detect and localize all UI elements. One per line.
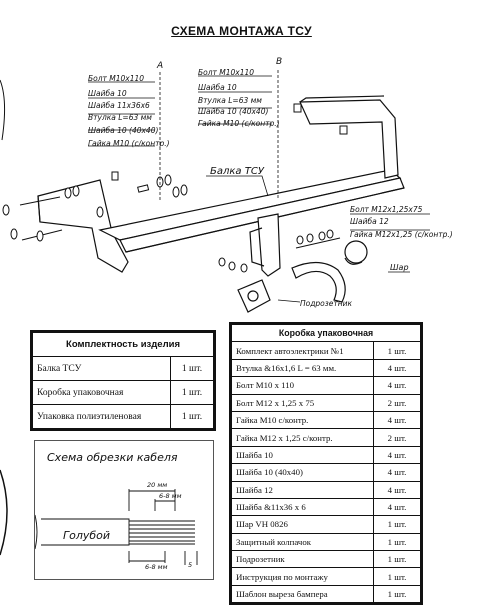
wire-label: Голубой <box>63 529 111 542</box>
table-row <box>232 585 421 602</box>
item-name: Коробка упаковочная <box>33 381 171 405</box>
item-name: Болт М12 х 1,25 х 75 <box>232 394 374 411</box>
table-row <box>232 551 421 568</box>
item-qty: 2 шт. <box>374 394 421 411</box>
callout-a-3: Втулка L=63 мм <box>88 113 152 122</box>
callout-b-3: Шайба 10 (40х40) <box>198 107 269 116</box>
table-row <box>232 359 421 376</box>
callout-a-4: Шайба 10 (40х40) <box>88 126 159 135</box>
item-qty: 1 шт. <box>171 405 214 429</box>
beam-label: Балка ТСУ <box>210 166 264 177</box>
ball-label: Шар <box>390 263 409 272</box>
table-row <box>33 405 214 429</box>
item-qty: 1 шт. <box>374 516 421 533</box>
callout-b-0: Болт М10х110 <box>198 68 255 77</box>
item-qty: 4 шт. <box>374 481 421 498</box>
item-qty: 1 шт. <box>171 381 214 405</box>
callout-a-2: Шайба 11х36х6 <box>88 101 150 110</box>
item-name: Подрозетник <box>232 551 374 568</box>
item-name: Втулка &16х1,6 L = 63 мм. <box>232 359 374 376</box>
callout-a-0: Болт М10х110 <box>88 74 145 83</box>
dim-68-bottom: 6-8 мм <box>145 563 168 571</box>
table-row <box>232 464 421 481</box>
dim-20: 20 мм <box>147 481 168 489</box>
callout-c-0: Болт М12х1,25х75 <box>350 205 423 214</box>
item-qty: 4 шт. <box>374 359 421 376</box>
table-row <box>33 357 214 381</box>
item-name: Болт М10 х 110 <box>232 377 374 394</box>
callout-a-5: Гайка М10 (с/контр.) <box>88 139 170 148</box>
item-name: Шаблон выреза бампера <box>232 585 374 602</box>
item-qty: 2 шт. <box>374 429 421 446</box>
item-qty: 4 шт. <box>374 411 421 428</box>
item-qty: 1 шт. <box>374 551 421 568</box>
table-row <box>232 533 421 550</box>
table-row <box>232 429 421 446</box>
table-row <box>232 411 421 428</box>
completeness-header: Комплектность изделия <box>33 333 214 357</box>
item-qty: 4 шт. <box>374 377 421 394</box>
table-row <box>232 446 421 463</box>
item-name: Защитный колпачок <box>232 533 374 550</box>
item-name: Гайка М12 х 1,25 с/контр. <box>232 429 374 446</box>
item-qty: 4 шт. <box>374 446 421 463</box>
point-a-label: А <box>157 61 164 71</box>
item-name: Шайба 10 <box>232 446 374 463</box>
mounting-diagram <box>0 40 483 325</box>
item-name: Инструкция по монтажу <box>232 568 374 585</box>
item-qty: 1 шт. <box>171 357 214 381</box>
item-qty: 1 шт. <box>374 585 421 602</box>
page-title: СХЕМА МОНТАЖА ТСУ <box>171 24 312 38</box>
item-name: Шайба &11х36 х 6 <box>232 498 374 515</box>
item-name: Шайба 10 (40х40) <box>232 464 374 481</box>
item-name: Балка ТСУ <box>33 357 171 381</box>
callout-c-1: Шайба 12 <box>350 217 389 226</box>
cable-title: Схема обрезки кабеля <box>47 451 178 464</box>
callout-b-2: Втулка L=63 мм <box>198 96 262 105</box>
item-name: Шар VH 0826 <box>232 516 374 533</box>
dim-5: 5 <box>188 561 193 569</box>
callout-c-2: Гайка М12х1,25 (с/контр.) <box>350 230 453 239</box>
callout-b-4: Гайка М10 (с/контр.) <box>198 119 280 128</box>
table-row <box>232 394 421 411</box>
item-name: Шайба 12 <box>232 481 374 498</box>
box-header: Коробка упаковочная <box>232 325 421 342</box>
item-qty: 1 шт. <box>374 342 421 359</box>
item-name: Упаковка полиэтиленовая <box>33 405 171 429</box>
item-name: Комплект автоэлектрики №1 <box>232 342 374 359</box>
cable-cut-scheme <box>34 440 214 580</box>
item-qty: 1 шт. <box>374 533 421 550</box>
box-contents-table <box>229 322 423 605</box>
table-row <box>232 516 421 533</box>
table-row <box>232 377 421 394</box>
item-qty: 1 шт. <box>374 568 421 585</box>
dim-68-top: 6-8 мм <box>159 492 182 500</box>
table-row <box>232 568 421 585</box>
item-qty: 4 шт. <box>374 498 421 515</box>
partial-ring-graphic <box>0 440 14 580</box>
table-row <box>33 381 214 405</box>
item-qty: 4 шт. <box>374 464 421 481</box>
completeness-table <box>30 330 216 431</box>
callout-a-1: Шайба 10 <box>88 89 127 98</box>
callout-b-1: Шайба 10 <box>198 83 237 92</box>
point-b-label: В <box>276 57 283 67</box>
table-row <box>232 342 421 359</box>
table-row <box>232 498 421 515</box>
socket-label: Подрозетник <box>300 299 353 308</box>
table-row <box>232 481 421 498</box>
item-name: Гайка М10 с/контр. <box>232 411 374 428</box>
